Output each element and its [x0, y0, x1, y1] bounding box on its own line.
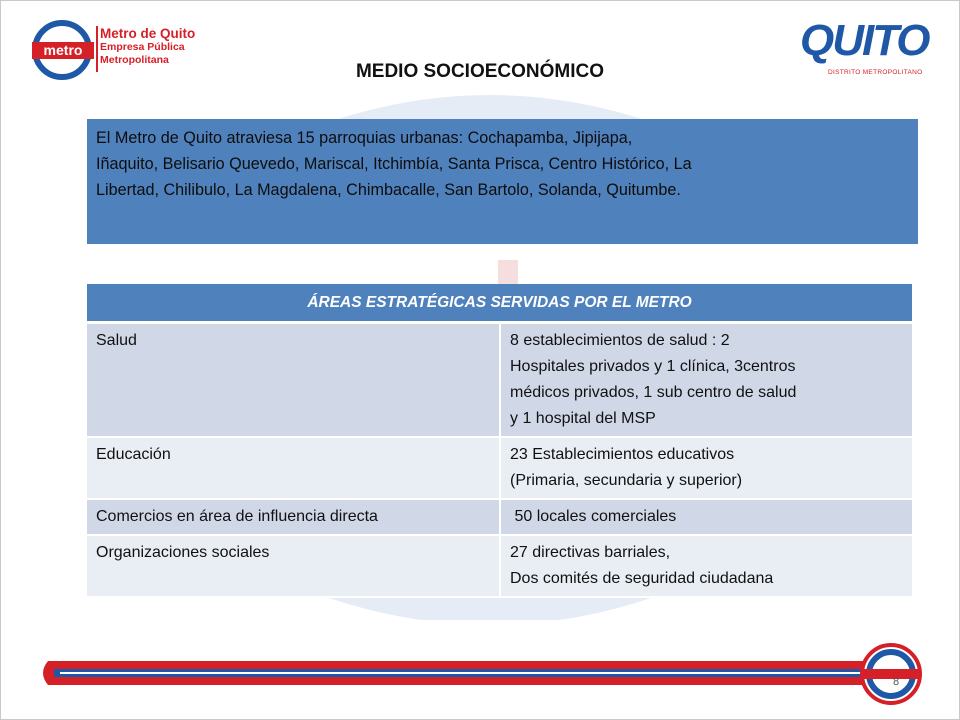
logo-line-2: Empresa Pública — [100, 41, 185, 53]
detail-line: médicos privados, 1 sub centro de salud — [510, 384, 797, 401]
quito-logo-subtitle: DISTRITO METROPOLITANO — [828, 69, 923, 76]
area-cell: Educación — [87, 437, 500, 499]
detail-cell — [500, 535, 912, 597]
detail-line: 27 directivas barriales, — [510, 544, 671, 561]
logo-line-3: Metropolitana — [100, 54, 169, 66]
detail-line: (Primaria, secundaria y superior) — [510, 472, 743, 489]
intro-line: Iñaquito, Belisario Quevedo, Mariscal, Itchimbía, Santa Prisca, Centro Histórico, La — [96, 155, 692, 173]
detail-line: 50 locales comerciales — [510, 508, 677, 525]
intro-box — [87, 119, 918, 244]
slide-title: MEDIO SOCIOECONÓMICO — [355, 61, 605, 82]
table-row — [87, 535, 912, 597]
detail-line: 8 establecimientos de salud : 2 — [510, 332, 730, 349]
detail-cell — [500, 499, 912, 535]
detail-line: y 1 hospital del MSP — [510, 410, 656, 427]
footer-stripe — [38, 655, 868, 691]
area-cell: Organizaciones sociales — [87, 535, 500, 597]
metro-logo-word: metro — [43, 42, 83, 58]
footer-logo-circle — [858, 638, 924, 710]
quito-logo-word: QUITO — [800, 16, 929, 65]
table-header: ÁREAS ESTRATÉGICAS SERVIDAS POR EL METRO — [87, 284, 912, 323]
area-cell: Salud — [87, 323, 500, 438]
page-number: 8 — [893, 676, 900, 688]
table-row — [87, 323, 912, 438]
detail-cell — [500, 437, 912, 499]
table-row — [87, 437, 912, 499]
logo-line-1: Metro de Quito — [100, 26, 196, 41]
detail-line: 23 Establecimientos educativos — [510, 446, 735, 463]
intro-line: El Metro de Quito atraviesa 15 parroquias urbanas: Cochapamba, Jipijapa, — [96, 129, 633, 147]
area-cell: Comercios en área de influencia directa — [87, 499, 500, 535]
detail-line: Hospitales privados y 1 clínica, 3centros — [510, 358, 796, 375]
table-row — [87, 499, 912, 535]
detail-cell — [500, 323, 912, 438]
detail-line: Dos comités de seguridad ciudadana — [510, 570, 774, 587]
intro-line: Libertad, Chilibulo, La Magdalena, Chimbacalle, San Bartolo, Solanda, Quitumbe. — [96, 181, 681, 199]
strategic-areas-table — [87, 284, 912, 598]
